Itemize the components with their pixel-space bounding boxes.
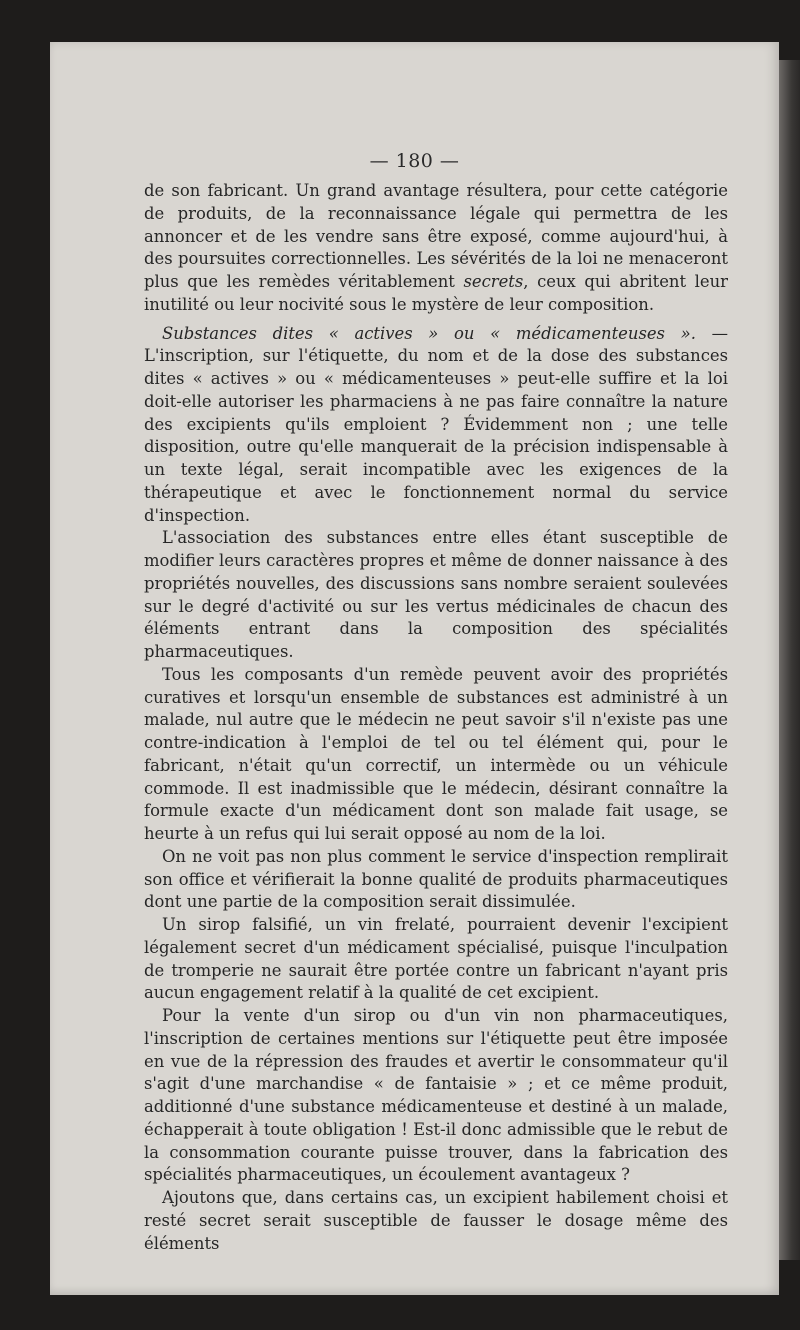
text-run: , ceux qui abritent leur inutilité ou leur nocivité sous le mystère de leur composition.	[144, 272, 728, 314]
paragraph-1	[144, 180, 728, 317]
paragraph-8	[144, 1187, 728, 1255]
book-spine-shadow	[779, 60, 800, 1260]
text-run: Pour la vente d'un sirop ou d'un vin non pharmaceutiques, l'inscription de certaines mentions sur l'étiquette peut être imposée en vue de la répression des fraudes et avertir le consommateur qu'il s'agit d'une marchandise « de fantaisie » ; et ce même produit, additionné d'une substance médicamenteuse et destiné à un malade, échapperait à toute obligation ! Est-il donc admissible que le rebut de la consommation courante puisse trouver, dans la fabrication des spécialités pharmaceutiques, un écoulement avantageux ?	[144, 1006, 728, 1185]
page-number: — 180 —	[369, 150, 460, 172]
paragraph-5	[144, 846, 728, 914]
paragraph-2	[144, 323, 728, 528]
paragraph-6	[144, 914, 728, 1005]
book-page	[50, 42, 779, 1295]
text-run: — L'inscription, sur l'étiquette, du nom et de la dose des substances dites « actives » ou « médicamenteuses » peut-elle suffire et la loi doit-elle autoriser les pharmaciens à ne pas faire connaître la nature des excipients qu'ils emploient ? Évidemment non ; une telle disposition, outre qu'elle manquerait de la précision indispensable à un texte légal, serait incompatible avec les exigences de la thérapeutique et avec le fonctionnement normal du service d'inspection.	[144, 323, 728, 525]
text-run: de son fabricant. Un grand avantage résultera, pour cette catégorie de produits, de la reconnaissance légale qui permettra de les annoncer et de les vendre sans être exposé, comme aujourd'hui, à des poursuites correctionnelles. Les sévérités de la loi ne menaceront plus que les remèdes véritablement	[144, 181, 728, 291]
text-run: Tous les composants d'un remède peuvent avoir des propriétés curatives et lorsqu'un ensemble de substances est administré à un malade, nul autre que le médecin ne peut savoir s'il n'existe pas une contre-indication à l'emploi de tel ou tel élément qui, pour le fabricant, n'était qu'un correctif, un intermède ou un véhicule commode. Il est inadmissible que le médecin, désirant connaître la formule exacte d'un médicament dont son malade fait usage, se heurte à un refus qui lui serait opposé au nom de la loi.	[144, 664, 728, 843]
body-text	[144, 180, 728, 1255]
paragraph-4	[144, 664, 728, 846]
text-run-italic: secrets	[463, 272, 524, 291]
text-run: Ajoutons que, dans certains cas, un excipient habilement choisi et resté secret serait susceptible de fausser le dosage même des éléments	[144, 1188, 728, 1253]
paragraph-7	[144, 1005, 728, 1187]
text-run: L'association des substances entre elles étant susceptible de modifier leurs caractères propres et même de donner naissance à des propriétés nouvelles, des discussions sans nombre seraient soulevées sur le degré d'activité ou sur les vertus médicinales de chacun des éléments entrant dans la composition des spécialités pharmaceutiques.	[144, 528, 728, 661]
text-run: On ne voit pas non plus comment le service d'inspection remplirait son office et vérifierait la bonne qualité de produits pharmaceutiques dont une partie de la composition serait dissimulée.	[144, 846, 728, 912]
text-run: Un sirop falsifié, un vin frelaté, pourraient devenir l'excipient légalement secret d'un médicament spécialisé, puisque l'inculpation de tromperie ne saurait être portée contre un fabricant n'ayant pris aucun engagement relatif à la qualité de cet excipient.	[144, 915, 728, 1003]
section-heading: Substances dites « actives » ou « médicamenteuses ».	[162, 323, 696, 343]
paragraph-3	[144, 527, 728, 664]
